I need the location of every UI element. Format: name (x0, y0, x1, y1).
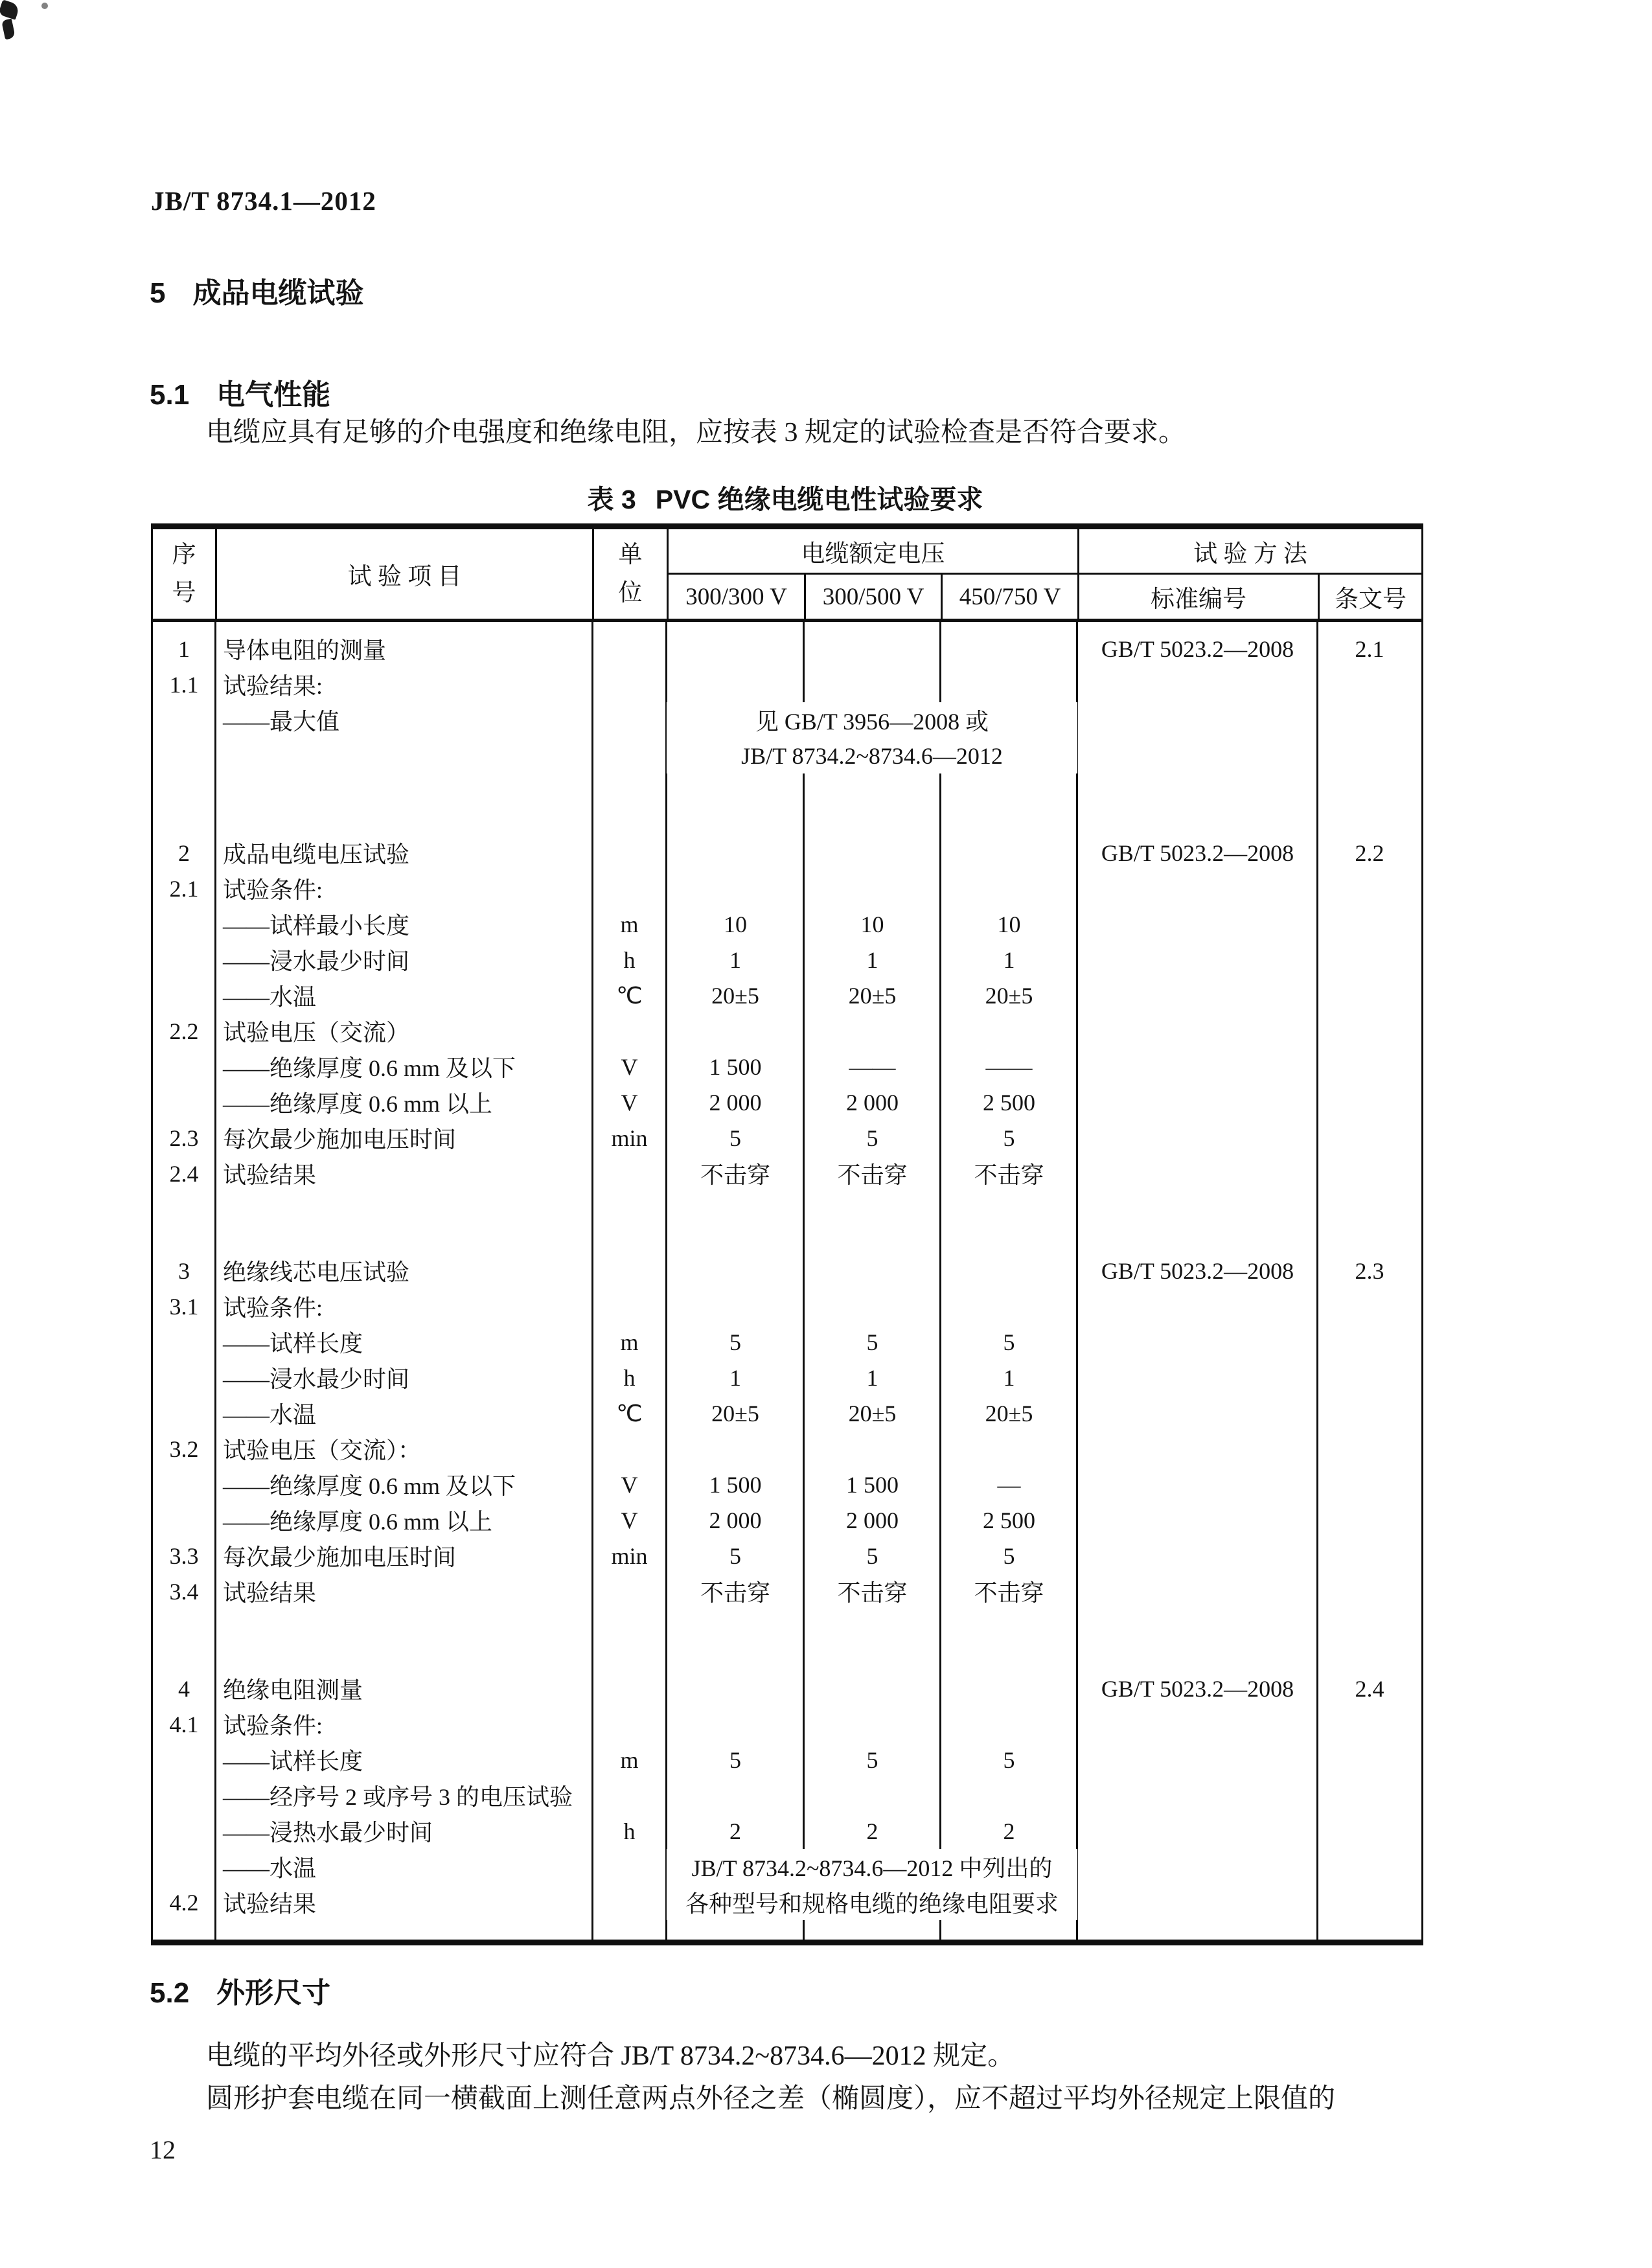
row-item-label: 试验结果: (223, 673, 323, 699)
table-row (153, 906, 1421, 942)
row-value: 1 (1003, 1364, 1015, 1391)
section-5-1-number: 5.1 (150, 379, 190, 411)
header-col-number: 序 号 (172, 542, 196, 606)
row-item-label: 绝缘线芯电压试验 (223, 1259, 410, 1285)
row-span-value: 各种型号和规格电缆的绝缘电阻要求 (667, 1884, 1077, 1920)
row-value: 20±5 (711, 1400, 759, 1426)
row-value: 不击穿 (974, 1162, 1044, 1188)
header-clause-number: 条文号 (1318, 575, 1421, 619)
row-clause: 2.4 (1355, 1675, 1384, 1702)
header-method-group: 试 验 方 法 (1077, 529, 1421, 575)
row-value: 5 (1003, 1329, 1015, 1355)
row-clause: 2.2 (1355, 840, 1384, 866)
row-value: 2 000 (846, 1089, 899, 1116)
row-value: 5 (866, 1747, 878, 1773)
row-item-label: ——试样长度 (223, 1748, 363, 1774)
row-item-label: ——最大值 (223, 709, 340, 735)
row-item-label: 绝缘电阻测量 (223, 1677, 363, 1703)
row-number: 2 (178, 840, 190, 866)
table-row (153, 667, 1421, 702)
row-unit: ℃ (616, 1400, 643, 1426)
row-item-label: ——经序号 2 或序号 3 的电压试验 (223, 1784, 573, 1810)
row-clause: 2.1 (1355, 636, 1384, 662)
row-value: 1 (866, 1364, 878, 1391)
table-row (153, 1049, 1421, 1084)
row-item-label: ——水温 (223, 1855, 317, 1881)
scan-artifact-corner (1, 19, 16, 40)
row-value: 5 (729, 1747, 741, 1773)
row-value: 1 (729, 946, 741, 973)
table-row (153, 1289, 1421, 1324)
section-5-2-heading (150, 1969, 330, 2011)
row-value: 不击穿 (837, 1580, 908, 1606)
row-item-label: 导体电阻的测量 (223, 637, 387, 663)
row-value: 5 (1003, 1542, 1015, 1569)
table-row (153, 1574, 1421, 1609)
row-span-value: JB/T 8734.2~8734.6—2012 中列出的 (667, 1849, 1077, 1884)
table-row (153, 1120, 1421, 1156)
table-row (153, 1671, 1421, 1706)
table-row (153, 1156, 1421, 1191)
row-value: 20±5 (985, 1400, 1033, 1426)
table-caption-label: 表 3 (587, 485, 636, 514)
row-value: 1 (866, 946, 878, 973)
row-unit: m (620, 1747, 639, 1773)
test-requirements-table (151, 523, 1423, 1945)
row-unit: ℃ (616, 982, 643, 1009)
row-value: 5 (1003, 1747, 1015, 1773)
row-number: 4.1 (169, 1711, 199, 1737)
table-row (153, 1706, 1421, 1742)
row-item-label: 试验条件: (223, 877, 323, 903)
row-value: 10 (997, 911, 1021, 937)
row-standard: GB/T 5023.2—2008 (1101, 840, 1294, 866)
row-item-label: 试验结果 (223, 1891, 317, 1917)
table-row (153, 1538, 1421, 1574)
row-item-label: 试验条件: (223, 1295, 323, 1321)
table-row (153, 1084, 1421, 1120)
row-number: 2.1 (169, 875, 199, 902)
row-item-label: 试验结果 (223, 1162, 317, 1188)
row-value: 5 (729, 1125, 741, 1151)
row-unit: h (623, 946, 636, 973)
row-item-label: 试验结果 (223, 1580, 317, 1606)
header-voltage-450-750: 450/750 V (941, 575, 1077, 619)
table-row (153, 1013, 1421, 1049)
row-value: 不击穿 (700, 1580, 770, 1606)
row-value: 2 (1003, 1818, 1015, 1844)
row-item-label: ——绝缘厚度 0.6 mm 以上 (223, 1091, 493, 1117)
header-standard-number: 标准编号 (1077, 575, 1318, 619)
table-row (153, 1849, 1421, 1884)
row-number: 3.1 (169, 1293, 199, 1320)
row-value: 20±5 (848, 1400, 897, 1426)
row-value: 2 000 (709, 1089, 762, 1116)
section-5-2-paragraph-1: 电缆的平均外径或外形尺寸应符合 JB/T 8734.2~8734.6—2012 规定。 (206, 2041, 1015, 2071)
row-standard: GB/T 5023.2—2008 (1101, 636, 1294, 662)
row-number: 2.2 (169, 1018, 199, 1044)
row-standard: GB/T 5023.2—2008 (1101, 1257, 1294, 1284)
row-unit: V (621, 1089, 638, 1116)
table-body (153, 622, 1421, 1940)
header-voltage-300-500: 300/500 V (804, 575, 941, 619)
table-gap-row (153, 773, 1421, 835)
section-5-title: 成品电缆试验 (192, 277, 364, 309)
row-unit: h (623, 1364, 636, 1391)
table-row (153, 1360, 1421, 1395)
row-item-label: 每次最少施加电压时间 (223, 1127, 457, 1152)
row-value: — (997, 1471, 1021, 1498)
row-value: 不击穿 (700, 1162, 770, 1188)
row-item-label: ——绝缘厚度 0.6 mm 及以下 (223, 1473, 516, 1499)
header-col-item: 试 验 项 目 (215, 529, 592, 619)
table-row (153, 702, 1421, 738)
section-5-1-paragraph: 电缆应具有足够的介电强度和绝缘电阻，应按表 3 规定的试验检查是否符合要求。 (206, 418, 1186, 448)
scan-artifact-speck (41, 3, 48, 9)
row-value: 5 (1003, 1125, 1015, 1151)
row-value: 5 (729, 1542, 741, 1569)
section-5-2-number: 5.2 (150, 1977, 190, 2009)
row-unit: h (623, 1818, 636, 1844)
section-5-number: 5 (150, 277, 166, 309)
row-value: 20±5 (848, 982, 897, 1009)
header-voltage-group: 电缆额定电压 (667, 529, 1077, 575)
row-unit: V (621, 1053, 638, 1080)
row-item-label: ——试样长度 (223, 1331, 363, 1357)
table-header (153, 529, 1421, 622)
section-5-heading (150, 269, 363, 311)
row-item-label: 试验条件: (223, 1713, 323, 1739)
row-value: 1 500 (709, 1053, 762, 1080)
row-number: 3.3 (169, 1542, 199, 1569)
row-item-label: ——试样最小长度 (223, 913, 410, 939)
row-value: 1 500 (709, 1471, 762, 1498)
row-number: 1 (178, 636, 190, 662)
row-unit: V (621, 1507, 638, 1533)
row-value: 1 500 (846, 1471, 899, 1498)
row-unit: m (620, 1329, 639, 1355)
row-value: 10 (724, 911, 747, 937)
row-value: 2 (866, 1818, 878, 1844)
table-row (153, 1502, 1421, 1538)
row-unit: V (621, 1471, 638, 1498)
table-gap-row (153, 1191, 1421, 1253)
row-number: 2.4 (169, 1160, 199, 1187)
row-value: 5 (866, 1542, 878, 1569)
row-value: 5 (866, 1125, 878, 1151)
table-caption (151, 478, 1419, 516)
section-5-1-heading (150, 371, 330, 413)
row-number: 2.3 (169, 1125, 199, 1151)
table-row (153, 835, 1421, 871)
table-row (153, 1742, 1421, 1778)
row-number: 1.1 (169, 671, 199, 698)
row-unit: min (611, 1542, 648, 1569)
row-value: —— (985, 1053, 1033, 1080)
section-5-2-paragraph-2: 圆形护套电缆在同一横截面上测任意两点外径之差（椭圆度），应不超过平均外径规定上限值的 (206, 2084, 1336, 2114)
row-value: —— (849, 1053, 896, 1080)
row-value: 5 (729, 1329, 741, 1355)
row-value: 2 500 (983, 1089, 1035, 1116)
header-col-unit: 单 位 (592, 529, 667, 619)
table-caption-text: PVC 绝缘电缆电性试验要求 (655, 485, 983, 514)
table-row (153, 871, 1421, 906)
row-standard: GB/T 5023.2—2008 (1101, 1675, 1294, 1702)
row-value: 2 (729, 1818, 741, 1844)
table-row (153, 1778, 1421, 1813)
row-item-label: 试验电压（交流） (223, 1020, 410, 1046)
row-item-label: ——浸水最少时间 (223, 1366, 410, 1392)
row-item-label: 每次最少施加电压时间 (223, 1544, 457, 1570)
row-value: 10 (860, 911, 884, 937)
scan-artifact-corner (0, 0, 20, 20)
row-item-label: ——水温 (223, 1402, 317, 1428)
table-row (153, 1884, 1421, 1920)
document-code: JB/T 8734.1—2012 (151, 186, 376, 216)
page-number: 12 (150, 2135, 176, 2164)
section-5-2-title: 外形尺寸 (216, 1977, 331, 2009)
table-row (153, 978, 1421, 1013)
row-value: 不击穿 (837, 1162, 908, 1188)
row-value: 5 (866, 1329, 878, 1355)
row-value: 20±5 (711, 982, 759, 1009)
table-row (153, 942, 1421, 978)
row-clause: 2.3 (1355, 1257, 1384, 1284)
table-row (153, 631, 1421, 667)
row-number: 3 (178, 1257, 190, 1284)
row-number: 3.2 (169, 1436, 199, 1462)
row-value: 20±5 (985, 982, 1033, 1009)
row-number: 3.4 (169, 1578, 199, 1605)
row-item-label: ——浸水最少时间 (223, 948, 410, 974)
row-item-label: ——绝缘厚度 0.6 mm 以上 (223, 1509, 493, 1535)
row-unit: m (620, 911, 639, 937)
row-item-label: ——水温 (223, 984, 317, 1010)
row-item-label: 试验电压（交流）： (223, 1438, 422, 1463)
section-5-1-title: 电气性能 (216, 379, 331, 411)
table-row (153, 1813, 1421, 1849)
row-value: 1 (1003, 946, 1015, 973)
row-value: 2 000 (846, 1507, 899, 1533)
table-row (153, 1253, 1421, 1289)
row-item-label: 成品电缆电压试验 (223, 842, 410, 867)
row-number: 4.2 (169, 1889, 199, 1916)
table-gap-row (153, 1609, 1421, 1671)
row-value: 不击穿 (974, 1580, 1044, 1606)
row-item-label: ——绝缘厚度 0.6 mm 及以下 (223, 1055, 516, 1081)
table-row (153, 738, 1421, 773)
row-item-label: ——浸热水最少时间 (223, 1820, 433, 1846)
table-row (153, 1467, 1421, 1502)
table-row (153, 1324, 1421, 1360)
row-value: 2 500 (983, 1507, 1035, 1533)
row-value: 1 (729, 1364, 741, 1391)
row-number: 4 (178, 1675, 190, 1702)
row-unit: min (611, 1125, 648, 1151)
row-value: 2 000 (709, 1507, 762, 1533)
row-span-value: JB/T 8734.2~8734.6—2012 (667, 738, 1077, 773)
table-row (153, 1431, 1421, 1467)
table-row (153, 1395, 1421, 1431)
header-voltage-300-300: 300/300 V (667, 575, 804, 619)
row-span-value: 见 GB/T 3956—2008 或 (667, 702, 1077, 738)
